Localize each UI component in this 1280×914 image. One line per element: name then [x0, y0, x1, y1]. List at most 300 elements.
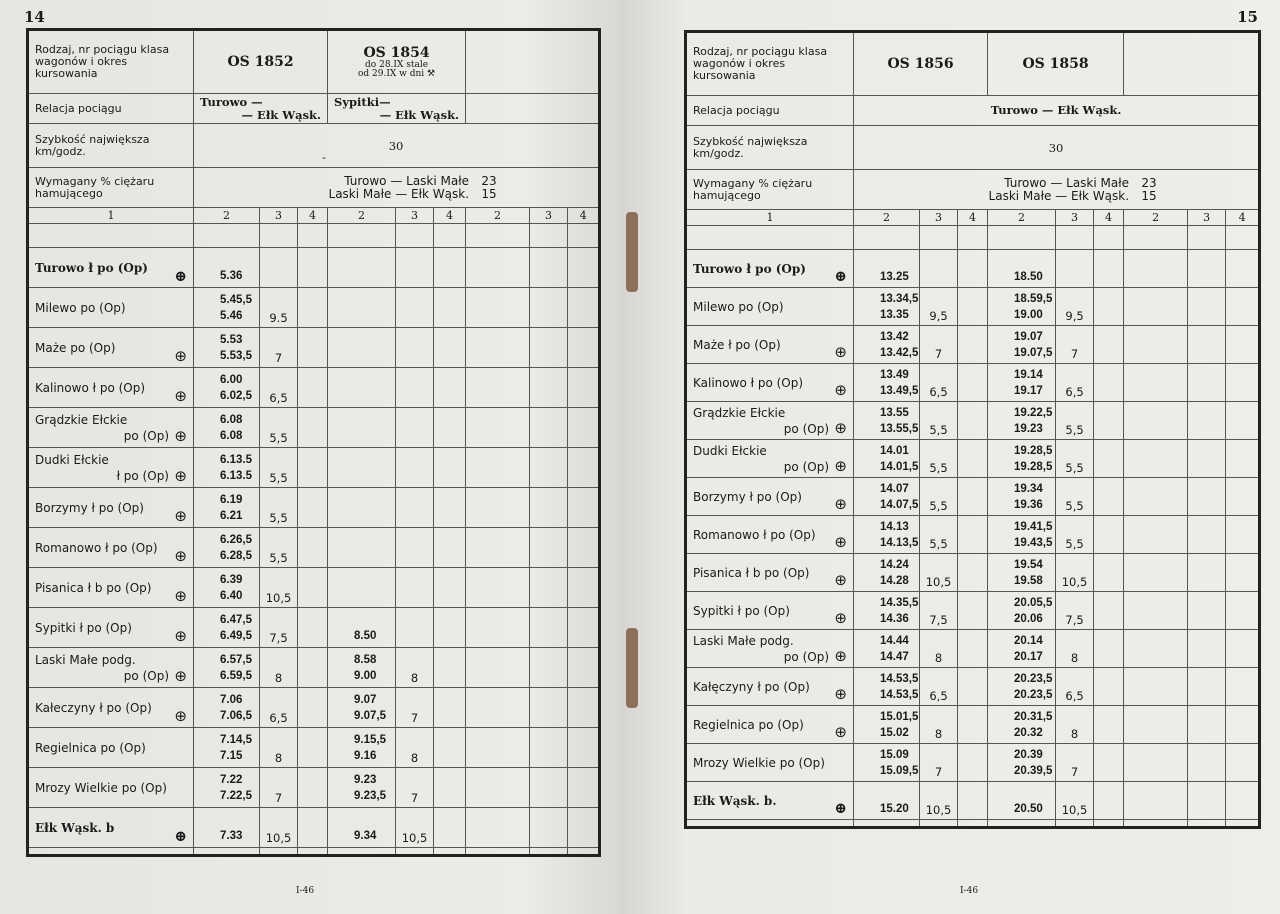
empty-cell	[530, 688, 568, 728]
empty-cell	[298, 528, 328, 568]
spacer-row	[28, 848, 600, 856]
distance-km: 6,5	[260, 368, 298, 408]
brake-label: Wymagany % ciężaru hamującego	[686, 170, 854, 210]
empty-cell	[920, 820, 958, 828]
empty-cell	[434, 448, 466, 488]
station-row	[28, 688, 600, 728]
train-times: 6.19 6.21	[194, 488, 260, 528]
empty-cell	[958, 630, 988, 668]
train-label: Rodzaj, nr pociągu klasa wagonów i okres kursowania	[686, 32, 854, 96]
empty-cell	[298, 608, 328, 648]
empty-cell	[1226, 630, 1260, 668]
empty-cell	[434, 568, 466, 608]
empty-cell	[568, 768, 600, 808]
column-number: 4	[1094, 210, 1124, 226]
distance-km: 5,5	[1056, 516, 1094, 554]
station-symbol-icon: ⊕	[174, 827, 187, 845]
station-row	[686, 668, 1260, 706]
empty-cell	[1226, 592, 1260, 630]
train-number-os1854: OS 1854 do 28.IX stale od 29.IX w dni ⚒	[328, 30, 466, 94]
station-name: Kałeczyny ł po (Op) ⊕	[28, 688, 194, 728]
empty-cell	[530, 408, 568, 448]
distance-km: 10,5	[1056, 782, 1094, 820]
station-name: Ełk Wąsk. b ⊕	[28, 808, 194, 848]
station-row	[28, 328, 600, 368]
empty-cell	[530, 328, 568, 368]
station-row	[686, 402, 1260, 440]
train-number-os1852: OS 1852	[194, 30, 328, 94]
station-symbol-icon: ⊕	[834, 533, 847, 551]
empty-cell	[568, 248, 600, 288]
empty-cell	[466, 368, 530, 408]
empty-cell	[1226, 402, 1260, 440]
empty-cell	[298, 848, 328, 856]
station-name: Turowo ł po (Op) ⊕	[28, 248, 194, 288]
empty-cell	[466, 408, 530, 448]
empty-cell	[530, 488, 568, 528]
train-times: 14.53,5 14.53,5	[854, 668, 920, 706]
empty-cell	[298, 248, 328, 288]
station-symbol-icon: ⊕	[174, 667, 187, 685]
empty-cell	[434, 408, 466, 448]
train-times: 6.39 6.40	[194, 568, 260, 608]
empty-cell	[1094, 478, 1124, 516]
empty-cell	[328, 848, 396, 856]
distance-km	[1056, 250, 1094, 288]
spacer-row	[686, 820, 1260, 828]
empty-cell	[466, 648, 530, 688]
empty-cell	[568, 408, 600, 448]
train-times: 15.09 15.09,5	[854, 744, 920, 782]
distance-km	[920, 250, 958, 288]
train-times: 8.58 9.00	[328, 648, 396, 688]
empty-cell	[1188, 820, 1226, 828]
station-name: Laski Małe podg. po (Op) ⊕	[28, 648, 194, 688]
train-times: 13.42 13.42,5	[854, 326, 920, 364]
empty-cell	[958, 516, 988, 554]
distance-km: 6,5	[1056, 668, 1094, 706]
empty-cell	[1124, 288, 1188, 326]
left-page	[0, 0, 620, 914]
train-times: 5.53 5.53,5	[194, 328, 260, 368]
empty-cell	[396, 848, 434, 856]
distance-km	[396, 488, 434, 528]
station-row	[686, 440, 1260, 478]
empty-cell	[568, 288, 600, 328]
column-number: 4	[958, 210, 988, 226]
empty-cell	[530, 608, 568, 648]
empty-cell	[1124, 554, 1188, 592]
empty-cell	[568, 528, 600, 568]
footer-code: I-46	[296, 886, 315, 896]
train-times: 14.01 14.01,5	[854, 440, 920, 478]
station-name: Kalinowo ł po (Op) ⊕	[28, 368, 194, 408]
train-times: 20.31,5 20.32	[988, 706, 1056, 744]
empty-cell	[1124, 706, 1188, 744]
station-row	[686, 364, 1260, 402]
train-times: 19.54 19.58	[988, 554, 1056, 592]
empty-cell	[958, 554, 988, 592]
train-times: 19.14 19.17	[988, 364, 1056, 402]
station-row	[686, 782, 1260, 820]
empty-cell	[28, 848, 194, 856]
empty-cell	[958, 478, 988, 516]
station-name: Grądzkie Ełckie po (Op) ⊕	[28, 408, 194, 448]
empty-cell	[958, 250, 988, 288]
train-times: 6.26,5 6.28,5	[194, 528, 260, 568]
empty-cell	[1094, 592, 1124, 630]
train-times: 20.39 20.39,5	[988, 744, 1056, 782]
station-symbol-icon: ⊕	[834, 267, 847, 285]
station-name: Maże po (Op) ⊕	[28, 328, 194, 368]
distance-km: 6,5	[920, 364, 958, 402]
train-times: 18.50	[988, 250, 1056, 288]
empty-cell	[434, 248, 466, 288]
empty-cell	[1188, 744, 1226, 782]
empty-cell	[1124, 326, 1188, 364]
train-times: 15.20	[854, 782, 920, 820]
distance-km	[260, 248, 298, 288]
train-times: 5.45,5 5.46	[194, 288, 260, 328]
station-row	[686, 744, 1260, 782]
empty-cell	[568, 488, 600, 528]
empty-cell	[466, 728, 530, 768]
empty-cell	[568, 848, 600, 856]
empty-cell	[434, 488, 466, 528]
empty-cell	[1226, 516, 1260, 554]
distance-km: 8	[920, 706, 958, 744]
station-symbol-icon: ⊕	[834, 495, 847, 513]
station-symbol-icon: ⊕	[834, 723, 847, 741]
empty-cell	[466, 688, 530, 728]
empty-cell	[298, 768, 328, 808]
empty-cell	[298, 688, 328, 728]
station-row	[28, 728, 600, 768]
station-name: Turowo ł po (Op) ⊕	[686, 250, 854, 288]
station-row	[686, 326, 1260, 364]
train-times	[328, 488, 396, 528]
distance-km: 5,5	[1056, 402, 1094, 440]
station-row	[686, 630, 1260, 668]
train-times: 6.00 6.02,5	[194, 368, 260, 408]
column-number: 3	[260, 208, 298, 224]
station-name: Mrozy Wielkie po (Op)	[686, 744, 854, 782]
empty-cell	[434, 728, 466, 768]
empty-cell	[434, 288, 466, 328]
empty-cell	[1094, 630, 1124, 668]
empty-cell	[568, 688, 600, 728]
station-name: Milewo po (Op)	[686, 288, 854, 326]
empty-cell	[1124, 440, 1188, 478]
empty-cell	[958, 364, 988, 402]
column-number: 3	[1056, 210, 1094, 226]
station-symbol-icon: ⊕	[834, 343, 847, 361]
train-times: 20.05,5 20.06	[988, 592, 1056, 630]
empty-cell	[958, 592, 988, 630]
station-name: Romanowo ł po (Op) ⊕	[686, 516, 854, 554]
train-times: 9.23 9.23,5	[328, 768, 396, 808]
column-number: 4	[434, 208, 466, 224]
station-row	[28, 368, 600, 408]
station-row	[686, 706, 1260, 744]
empty-cell	[260, 848, 298, 856]
empty-train-cell	[1124, 32, 1260, 96]
empty-cell	[466, 848, 530, 856]
empty-cell	[298, 568, 328, 608]
station-row	[28, 288, 600, 328]
distance-km: 8	[260, 728, 298, 768]
train-times: 19.07 19.07,5	[988, 326, 1056, 364]
empty-cell	[1094, 402, 1124, 440]
distance-km: 10,5	[396, 808, 434, 848]
empty-cell	[530, 568, 568, 608]
empty-cell	[686, 820, 854, 828]
distance-km: 8	[1056, 630, 1094, 668]
distance-km: 8	[260, 648, 298, 688]
station-name: Regielnica po (Op)	[28, 728, 194, 768]
empty-cell	[958, 744, 988, 782]
binding-thread	[626, 212, 638, 292]
page-number: 15	[1237, 8, 1258, 26]
empty-cell	[1094, 326, 1124, 364]
station-row	[686, 554, 1260, 592]
empty-cell	[466, 448, 530, 488]
distance-km: 5,5	[260, 408, 298, 448]
train-times: 6.57,5 6.59,5	[194, 648, 260, 688]
empty-cell	[1226, 782, 1260, 820]
train-times: 19.41,5 19.43,5	[988, 516, 1056, 554]
train-number-os1856: OS 1856	[854, 32, 988, 96]
empty-cell	[298, 648, 328, 688]
empty-cell	[466, 288, 530, 328]
station-name: Borzymy ł po (Op) ⊕	[28, 488, 194, 528]
empty-cell	[298, 328, 328, 368]
binding-thread	[626, 628, 638, 708]
distance-km	[396, 328, 434, 368]
station-symbol-icon: ⊕	[834, 457, 847, 475]
empty-cell	[298, 408, 328, 448]
distance-km: 7,5	[1056, 592, 1094, 630]
spacer-row	[28, 224, 600, 248]
station-symbol-icon: ⊕	[174, 467, 187, 485]
empty-cell	[466, 808, 530, 848]
train-relation: Turowo — Ełk Wąsk.	[854, 96, 1260, 126]
empty-cell	[1094, 364, 1124, 402]
empty-cell	[1124, 744, 1188, 782]
empty-cell	[1094, 706, 1124, 744]
empty-cell	[1124, 630, 1188, 668]
distance-km: 10,5	[920, 554, 958, 592]
station-name: Grądzkie Ełckie po (Op) ⊕	[686, 402, 854, 440]
column-number: 3	[396, 208, 434, 224]
column-number: 1	[686, 210, 854, 226]
train-times	[328, 368, 396, 408]
station-name: Maże ł po (Op) ⊕	[686, 326, 854, 364]
station-symbol-icon: ⊕	[834, 685, 847, 703]
empty-cell	[434, 808, 466, 848]
empty-cell	[958, 706, 988, 744]
distance-km: 7	[1056, 326, 1094, 364]
empty-cell	[530, 648, 568, 688]
station-name: Laski Małe podg. po (Op) ⊕	[686, 630, 854, 668]
column-number: 2	[988, 210, 1056, 226]
station-name: Kałęczyny ł po (Op) ⊕	[686, 668, 854, 706]
station-row	[686, 250, 1260, 288]
station-row	[28, 248, 600, 288]
train-times: 14.13 14.13,5	[854, 516, 920, 554]
train-times: 18.59,5 19.00	[988, 288, 1056, 326]
empty-cell	[1226, 288, 1260, 326]
empty-cell	[434, 528, 466, 568]
empty-cell	[434, 768, 466, 808]
station-name: Kalinowo ł po (Op) ⊕	[686, 364, 854, 402]
empty-cell	[530, 808, 568, 848]
empty-cell	[298, 728, 328, 768]
timetable	[684, 30, 1261, 829]
distance-km: 5,5	[920, 478, 958, 516]
empty-cell	[854, 820, 920, 828]
empty-cell	[1226, 478, 1260, 516]
brake-values: Turowo — Laski Małe 23 Laski Małe — Ełk Wąsk. 15	[194, 168, 600, 208]
column-number: 4	[298, 208, 328, 224]
empty-cell	[568, 568, 600, 608]
spacer-row	[686, 226, 1260, 250]
train-times: 6.47,5 6.49,5	[194, 608, 260, 648]
distance-km: 5,5	[920, 516, 958, 554]
empty-cell	[298, 368, 328, 408]
empty-cell	[1226, 744, 1260, 782]
brake-label: Wymagany % ciężaru hamującego	[28, 168, 194, 208]
distance-km: 7,5	[920, 592, 958, 630]
empty-cell	[530, 848, 568, 856]
station-row	[686, 592, 1260, 630]
train-times: 6.13.5 6.13.5	[194, 448, 260, 488]
distance-km: 6,5	[260, 688, 298, 728]
train-times: 14.07 14.07,5	[854, 478, 920, 516]
station-symbol-icon: ⊕	[834, 571, 847, 589]
train-times: 20.50	[988, 782, 1056, 820]
station-name: Sypitki ł po (Op) ⊕	[686, 592, 854, 630]
train-times: 9.34	[328, 808, 396, 848]
empty-cell	[466, 328, 530, 368]
empty-cell	[1124, 478, 1188, 516]
station-row	[28, 448, 600, 488]
station-name: Regielnica po (Op) ⊕	[686, 706, 854, 744]
station-row	[686, 516, 1260, 554]
speed-label: Szybkość największa km/godz.	[686, 126, 854, 170]
empty-cell	[1226, 820, 1260, 828]
distance-km: 5,5	[260, 488, 298, 528]
station-symbol-icon: ⊕	[174, 387, 187, 405]
empty-cell	[1188, 554, 1226, 592]
empty-cell	[958, 288, 988, 326]
station-name: Milewo po (Op)	[28, 288, 194, 328]
distance-km: 10,5	[260, 808, 298, 848]
train-times: 20.23,5 20.23,5	[988, 668, 1056, 706]
train-times: 7.33	[194, 808, 260, 848]
empty-cell	[568, 328, 600, 368]
distance-km: 5,5	[260, 528, 298, 568]
empty-cell	[1124, 402, 1188, 440]
empty-cell	[434, 608, 466, 648]
distance-km: 5,5	[920, 440, 958, 478]
empty-cell	[1124, 668, 1188, 706]
distance-km: 8	[1056, 706, 1094, 744]
empty-cell	[530, 368, 568, 408]
train-times: 7.22 7.22,5	[194, 768, 260, 808]
distance-km: 7	[920, 326, 958, 364]
train-times	[328, 568, 396, 608]
empty-cell	[530, 248, 568, 288]
column-number: 2	[854, 210, 920, 226]
train-times: 14.24 14.28	[854, 554, 920, 592]
station-row	[28, 568, 600, 608]
empty-cell	[530, 288, 568, 328]
empty-cell	[1188, 440, 1226, 478]
train-times: 7.14,5 7.15	[194, 728, 260, 768]
speed-value: 30	[854, 126, 1260, 170]
station-row	[28, 408, 600, 448]
empty-cell	[1188, 592, 1226, 630]
empty-cell	[434, 328, 466, 368]
empty-cell	[530, 728, 568, 768]
station-symbol-icon: ⊕	[174, 427, 187, 445]
station-symbol-icon: ⊕	[174, 627, 187, 645]
empty-cell	[1056, 820, 1094, 828]
empty-cell	[1226, 706, 1260, 744]
empty-cell	[298, 448, 328, 488]
train-times	[328, 248, 396, 288]
distance-km	[396, 568, 434, 608]
empty-cell	[530, 768, 568, 808]
train-times: 19.34 19.36	[988, 478, 1056, 516]
distance-km: 5,5	[1056, 478, 1094, 516]
train-label: Rodzaj, nr pociągu klasa wagonów i okres kursowania	[28, 30, 194, 94]
empty-cell	[466, 248, 530, 288]
train-note: od 29.IX w dni ⚒	[357, 68, 436, 79]
distance-km: 6,5	[1056, 364, 1094, 402]
empty-cell	[1124, 516, 1188, 554]
train-times	[328, 288, 396, 328]
train-times	[328, 408, 396, 448]
distance-km	[396, 448, 434, 488]
empty-cell	[298, 808, 328, 848]
distance-km: 10,5	[260, 568, 298, 608]
empty-cell	[958, 440, 988, 478]
footer-code: I-46	[960, 886, 979, 896]
train-times: 14.35,5 14.36	[854, 592, 920, 630]
column-number: 4	[1226, 210, 1260, 226]
station-name: Pisanica ł b po (Op) ⊕	[28, 568, 194, 608]
empty-cell	[1226, 364, 1260, 402]
empty-cell	[958, 820, 988, 828]
empty-train-cell	[466, 30, 600, 94]
page-number: 14	[24, 8, 45, 26]
train-times: 19.22,5 19.23	[988, 402, 1056, 440]
distance-km: 5,5	[1056, 440, 1094, 478]
station-name: Dudki Ełckie po (Op) ⊕	[686, 440, 854, 478]
column-number: 2	[1124, 210, 1188, 226]
empty-cell	[1188, 364, 1226, 402]
empty-cell	[958, 402, 988, 440]
station-name: Pisanica ł b po (Op) ⊕	[686, 554, 854, 592]
station-symbol-icon: ⊕	[834, 419, 847, 437]
distance-km: 10,5	[1056, 554, 1094, 592]
distance-km: 7	[260, 768, 298, 808]
empty-cell	[958, 668, 988, 706]
empty-cell	[1226, 326, 1260, 364]
column-number: 4	[568, 208, 600, 224]
